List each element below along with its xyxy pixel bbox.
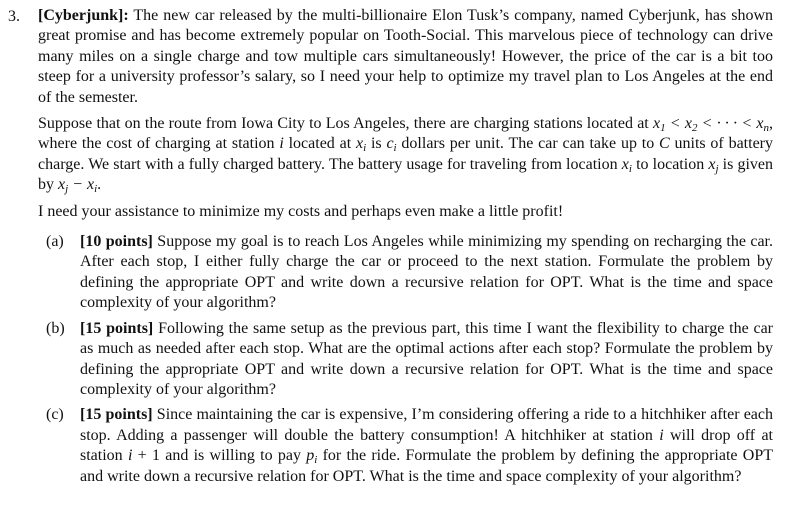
setup-text: dollars per unit. The car can take up to [396, 135, 660, 153]
part-body: for the ride. Formulate the problem by defining the appropriate OPT and write down a recursive relation for OPT. What is the time and space complexity of your algorithm? [80, 447, 773, 485]
setup-text: units of battery charge. We start with a fully charged battery. The battery usage for traveling from location [38, 135, 773, 173]
setup-text: to location [631, 155, 709, 173]
math-var: $x_i$ [355, 135, 367, 155]
part-label: (b) [46, 319, 65, 337]
setup-text: located at [283, 135, 356, 153]
setup-text: is given by [38, 155, 774, 194]
problem-intro [38, 6, 773, 108]
math-var: $x_j - x_i$ [58, 176, 98, 196]
part-text [80, 319, 773, 401]
math-var: i [127, 447, 133, 465]
math-var: $c_i$ [386, 135, 397, 155]
part-points: [15 points] [80, 406, 153, 424]
intro-text: The new car released by the multi-billionaire Elon Tusk’s company, named Cyberjunk, has shown great promise and has become extremely popular on Tooth-Social. This marvelous piece of technology can drive many miles on a single charge and tow multiple cars simultaneously! However, the price of the car is a bit too steep for a university professor’s salary, so I need your help to optimize my travel plan to Los Angeles at the end of the semester. [38, 7, 773, 106]
problem-closing: I need your assistance to minimize my costs and perhaps even make a little profit! [38, 202, 564, 220]
math-var: C [659, 135, 670, 153]
part-body: will drop off at station [80, 426, 773, 465]
math-var: i [279, 135, 284, 153]
part-text [80, 232, 773, 314]
problem-number: 3. [8, 8, 20, 25]
setup-text: is [366, 135, 387, 153]
math-var: $x_1 < x_2$ < · · · < $x_n$ [652, 115, 769, 135]
part-a [44, 232, 773, 314]
math-var: $x_i$ [621, 155, 632, 175]
part-body: Suppose my goal is to reach Los Angeles while minimizing my spending on recharging the car. After each stop, I either fully charge the car or proceed to the next station. Formulate the problem by defining the appropriate OPT and write down a recursive relation for OPT. What is the time and space complexity of your algorithm? [80, 233, 773, 312]
part-body: Following the same setup as the previous part, this time I want the flexibility to charge the car as much as needed after each stop. What are the optimal actions after each stop? Formulate the problem by defining the appropriate OPT and write down a recursive relation for OPT. What is the time and space complexity of your algorithm? [80, 319, 774, 398]
problem-setup [38, 114, 773, 196]
part-label: (c) [46, 406, 64, 424]
math-var: $p_i$ [306, 447, 318, 467]
setup-text: Suppose that on the route from Iowa City to Los Angeles, there are charging stations located at [38, 115, 653, 133]
setup-text: , where the cost of charging at station [38, 115, 773, 153]
problem-title: [Cyberjunk]: [38, 7, 129, 24]
part-points: [15 points] [80, 319, 154, 337]
part-body: + 1 and is willing to pay [132, 447, 307, 465]
part-c [44, 405, 773, 487]
setup-text: . [97, 176, 102, 194]
math-var: i [659, 426, 664, 444]
part-text [80, 405, 773, 487]
math-var: $x_j$ [708, 155, 719, 175]
part-b [44, 319, 773, 401]
problem-3 [8, 6, 773, 487]
problem-parts [38, 232, 773, 487]
part-label: (a) [46, 233, 64, 251]
part-body: Since maintaining the car is expensive, I’m considering offering a ride to a hitchhiker after each stop. Adding a passenger will double the battery consumption! A hitchhiker at station [80, 406, 773, 444]
part-points: [10 points] [80, 233, 153, 251]
